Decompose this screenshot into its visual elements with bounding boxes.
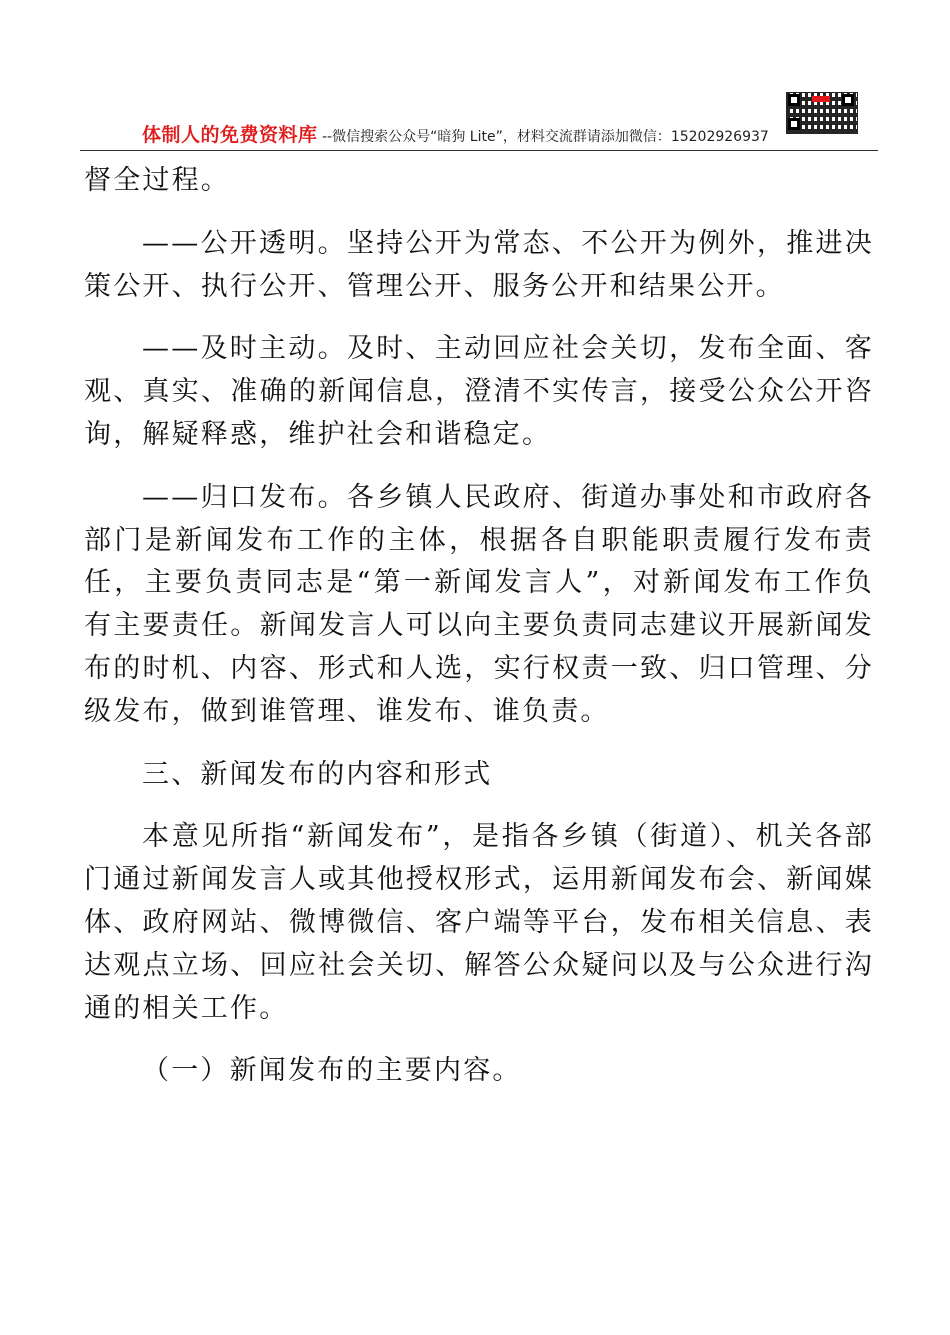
header-text [142,120,769,147]
paragraph-open-transparent: ——公开透明。坚持公开为常态、不公开为例外，推进决策公开、执行公开、管理公开、服务公开和结果公开。 [84,227,874,302]
subsection-heading: （一）新闻发布的主要内容。 [142,1055,522,1087]
qr-finder-bottom-left [788,118,800,130]
paragraph-continuation: 督全过程。 [84,165,230,196]
paragraph-definition: 本意见所指“新闻发布”，是指各乡镇（街道）、机关各部门通过新闻发言人或其他授权形式，运用新闻发布会、新闻媒体、政府网站、微博微信、客户端等平台，发布相关信息、表达观点立场、回应社会关切、解答公众疑问以及与公众进行沟通的相关工作。 [84,821,874,1024]
page-header [80,92,880,152]
section-heading: 三、新闻发布的内容和形式 [142,758,493,790]
paragraph-timely-proactive: ——及时主动。及时、主动回应社会关切，发布全面、客观、真实、准确的新闻信息，澄清不实传言，接受公众公开咨询，解疑释惑，维护社会和谐稳定。 [84,333,874,450]
brand-title: 体制人的免费资料库 [142,124,318,146]
qr-badge [812,96,830,102]
paragraph-centralized-release: ——归口发布。各乡镇人民政府、街道办事处和市政府各部门是新闻发布工作的主体，根据各自职能职责履行发布责任，主要负责同志是“第一新闻发言人”，对新闻发布工作负有主要责任。新闻发言人可以向主要负责同志建议开展新闻发布的时机、内容、形式和人选，实行权责一致、归口管理、分级发布，做到谁管理、谁发布、谁负责。 [84,481,874,727]
document-body [84,160,874,1093]
qr-finder-top-right [842,94,854,106]
header-divider [80,150,878,151]
header-tagline: --微信搜索公众号“暗狗 Lite”，材料交流群请添加微信：15202926937 [317,129,769,145]
qr-finder-top-left [788,94,800,106]
